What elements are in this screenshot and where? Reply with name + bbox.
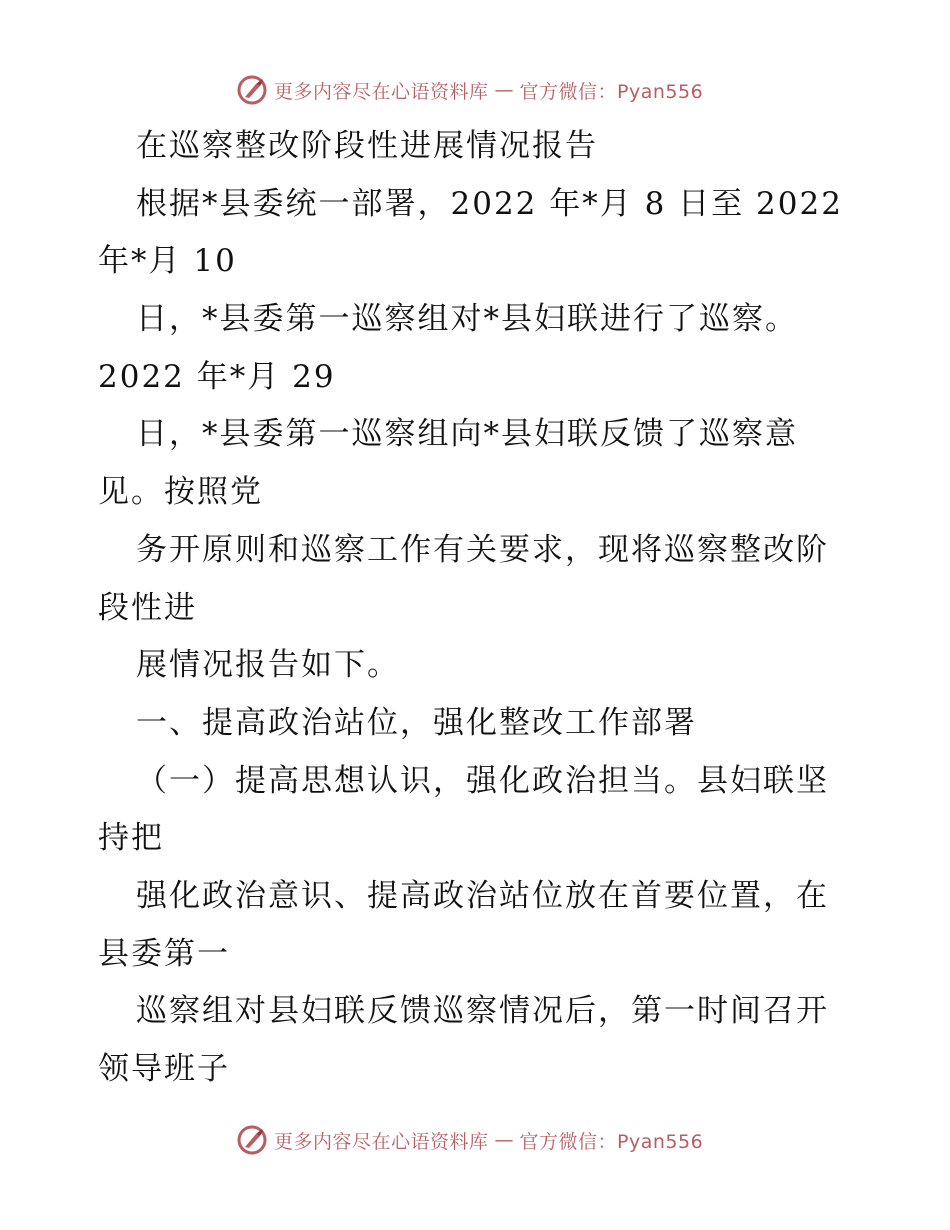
watermark-footer <box>236 1123 703 1157</box>
paragraph-line: 持把 <box>98 820 164 857</box>
paragraph-line: 日，*县委第一巡察组向*县妇联反馈了巡察意 <box>136 416 798 453</box>
paragraph-line: 年*月 10 <box>98 243 237 280</box>
paragraph-line: 县委第一 <box>98 935 230 972</box>
watermark-contact: 官方微信：Pyan556 <box>519 1130 704 1153</box>
watermark-separator: — <box>494 1129 514 1151</box>
watermark-contact: 官方微信：Pyan556 <box>519 80 704 103</box>
watermark-text: 更多内容尽在心语资料库 <box>274 80 489 103</box>
section-heading: 一、提高政治站位，强化整改工作部署 <box>136 704 697 741</box>
watermark-separator: — <box>494 79 514 101</box>
quill-logo-icon <box>236 74 268 106</box>
paragraph-line: 见。按照党 <box>98 474 263 511</box>
paragraph-line: （一）提高思想认识，强化政治担当。县妇联坚 <box>136 762 829 799</box>
paragraph-line: 领导班子 <box>98 1051 230 1087</box>
paragraph-line: 展情况报告如下。 <box>136 647 400 684</box>
paragraph-line: 强化政治意识、提高政治站位放在首要位置，在 <box>136 877 829 914</box>
paragraph-line: 务开原则和巡察工作有关要求，现将巡察整改阶 <box>136 531 829 568</box>
document-title: 在巡察整改阶段性进展情况报告 <box>136 128 598 164</box>
quill-logo-icon <box>236 1124 268 1156</box>
paragraph-line: 段性进 <box>98 589 197 626</box>
watermark-text: 更多内容尽在心语资料库 <box>274 1130 489 1153</box>
paragraph-line: 根据*县委统一部署，2022 年*月 8 日至 2022 <box>136 185 843 222</box>
paragraph-line: 日，*县委第一巡察组对*县妇联进行了巡察。 <box>136 301 798 338</box>
watermark-header <box>236 73 703 107</box>
paragraph-line: 2022 年*月 29 <box>98 358 336 395</box>
paragraph-line: 巡察组对县妇联反馈巡察情况后，第一时间召开 <box>136 993 829 1030</box>
document-body <box>98 118 858 1099</box>
